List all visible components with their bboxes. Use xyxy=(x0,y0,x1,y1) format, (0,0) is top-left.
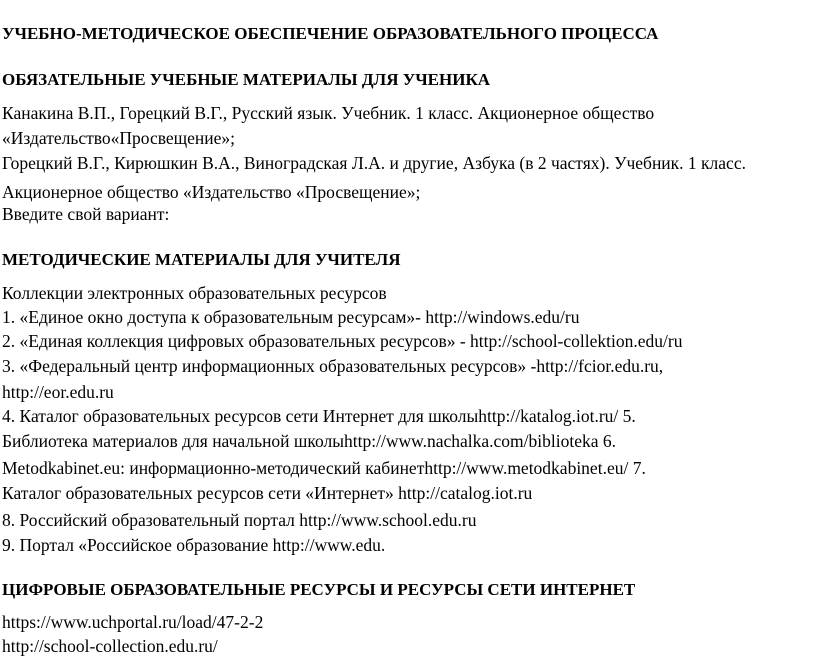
required-materials-line: Акционерное общество «Издательство «Просвещение»; xyxy=(2,182,421,202)
required-materials-line: Канакина В.П., Горецкий В.Г., Русский язык. Учебник. 1 класс. Акционерное общество xyxy=(2,103,655,123)
teacher-materials-line: Коллекции электронных образовательных ресурсов xyxy=(2,283,387,303)
teacher-materials-line: 9. Портал «Российское образование http://www.edu. xyxy=(2,535,386,555)
digital-resources-heading: ЦИФРОВЫЕ ОБРАЗОВАТЕЛЬНЫЕ РЕСУРСЫ И РЕСУРСЫ СЕТИ ИНТЕРНЕТ xyxy=(2,580,636,599)
digital-resources-line: https://www.uchportal.ru/load/47-2-2 xyxy=(2,612,264,632)
teacher-materials-line: 1. «Единое окно доступа к образовательным ресурсам»- http://windows.edu/ru xyxy=(2,307,580,327)
main-title: УЧЕБНО-МЕТОДИЧЕСКОЕ ОБЕСПЕЧЕНИЕ ОБРАЗОВАТЕЛЬНОГО ПРОЦЕССА xyxy=(2,24,659,43)
teacher-materials-line: Каталог образовательных ресурсов сети «Интернет» http://catalog.iot.ru xyxy=(2,483,533,503)
required-materials-line: Горецкий В.Г., Кирюшкин В.А., Виноградская Л.А. и другие, Азбука (в 2 частях). Учебник. 1 класс. xyxy=(2,153,746,173)
teacher-materials-heading: МЕТОДИЧЕСКИЕ МАТЕРИАЛЫ ДЛЯ УЧИТЕЛЯ xyxy=(2,250,401,269)
teacher-materials-line: Metodkabinet.eu: информационно-методический кабинетhttp://www.metodkabinet.eu/ 7. xyxy=(2,458,646,478)
digital-resources-line: http://school-collection.edu.ru/ xyxy=(2,636,218,656)
teacher-materials-line: 2. «Единая коллекция цифровых образовательных ресурсов» - http://school-collektion.edu/ru xyxy=(2,331,683,351)
teacher-materials-line: 8. Российский образовательный портал http://www.school.edu.ru xyxy=(2,510,477,530)
teacher-materials-line: http://eor.edu.ru xyxy=(2,382,114,402)
required-materials-heading: ОБЯЗАТЕЛЬНЫЕ УЧЕБНЫЕ МАТЕРИАЛЫ ДЛЯ УЧЕНИКА xyxy=(2,70,491,89)
teacher-materials-line: 4. Каталог образовательных ресурсов сети Интернет для школыhttp://katalog.iot.ru/ 5. xyxy=(2,406,636,426)
required-materials-line: Введите свой вариант: xyxy=(2,204,170,224)
required-materials-line: «Издательство«Просвещение»; xyxy=(2,128,236,148)
teacher-materials-line: 3. «Федеральный центр информационных образовательных ресурсов» -http://fcior.edu.ru, xyxy=(2,356,664,376)
teacher-materials-line: Библиотека материалов для начальной школыhttp://www.nachalka.com/biblioteka 6. xyxy=(2,431,617,451)
